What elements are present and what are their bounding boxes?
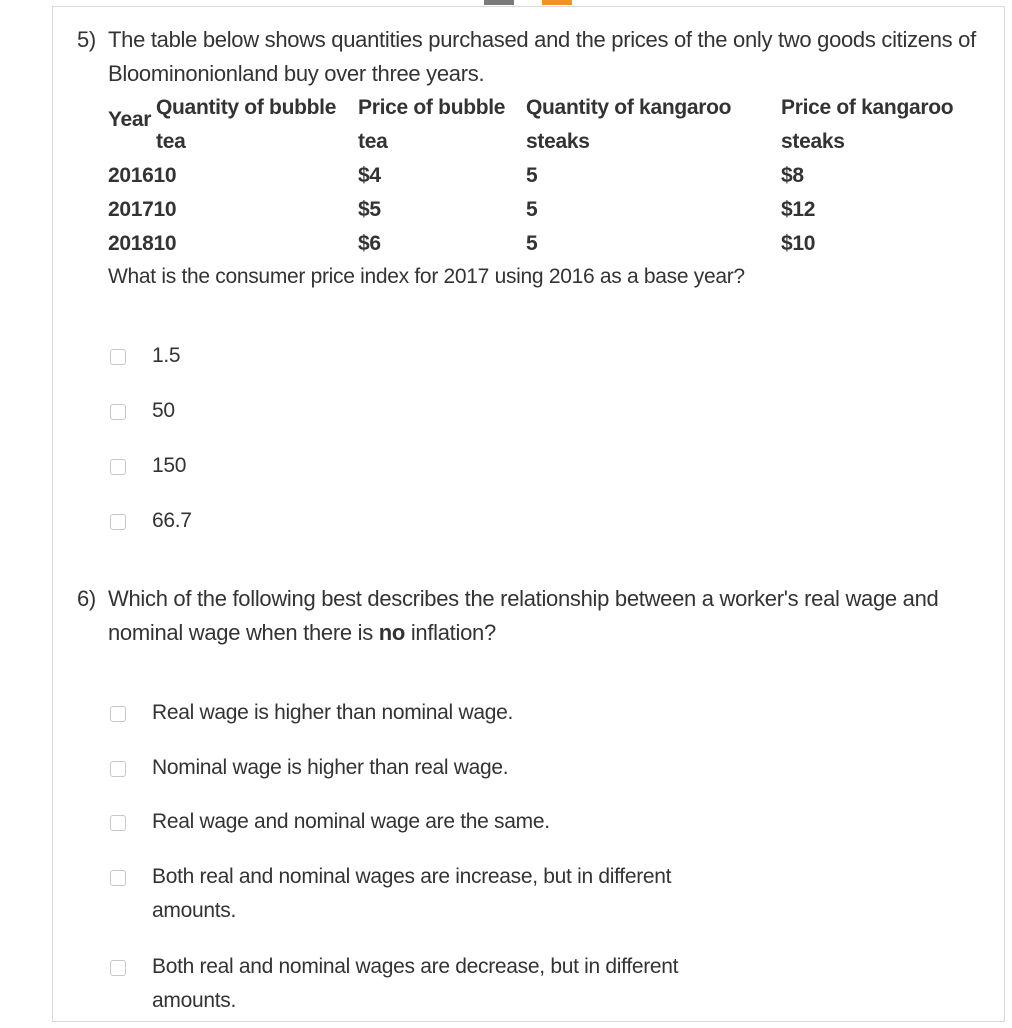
cell-qty-kangaroo: 5 bbox=[526, 198, 538, 221]
cell-qty-kangaroo: 5 bbox=[526, 232, 538, 255]
option-row[interactable] bbox=[110, 449, 712, 483]
quiz-frame bbox=[52, 6, 1005, 1022]
option-checkbox[interactable] bbox=[110, 459, 126, 475]
option-label: Real wage is higher than nominal wage. bbox=[152, 701, 513, 724]
price-quantity-table bbox=[108, 91, 971, 261]
table-row bbox=[108, 227, 971, 261]
option-checkbox[interactable] bbox=[110, 706, 126, 722]
option-row[interactable] bbox=[110, 394, 712, 428]
cell-year: 2018 bbox=[108, 232, 154, 255]
cell-qty-bubble-tea: 10 bbox=[153, 198, 177, 221]
nav-tab-gray[interactable] bbox=[484, 0, 514, 5]
header-year: Year bbox=[108, 108, 152, 131]
option-label: 66.7 bbox=[152, 509, 192, 532]
option-row[interactable] bbox=[110, 696, 712, 730]
question-number: 5) bbox=[77, 27, 96, 52]
option-checkbox[interactable] bbox=[110, 404, 126, 420]
option-label: Both real and nominal wages are increase, but in different amounts. bbox=[152, 865, 672, 922]
option-label: 150 bbox=[152, 454, 187, 477]
question-number: 6) bbox=[77, 586, 96, 611]
header-qty-kangaroo: Quantity of kangaroo steaks bbox=[526, 96, 732, 153]
option-checkbox[interactable] bbox=[110, 761, 126, 777]
cell-year: 2017 bbox=[108, 198, 154, 221]
option-row[interactable] bbox=[110, 504, 712, 538]
cell-qty-kangaroo: 5 bbox=[526, 164, 538, 187]
option-label: 50 bbox=[152, 399, 175, 422]
cell-price-bubble-tea: $6 bbox=[358, 232, 381, 255]
option-checkbox[interactable] bbox=[110, 815, 126, 831]
option-checkbox[interactable] bbox=[110, 870, 126, 886]
option-row[interactable] bbox=[110, 751, 712, 785]
option-label: Real wage and nominal wage are the same. bbox=[152, 810, 550, 833]
cell-price-bubble-tea: $5 bbox=[358, 198, 381, 221]
option-label: Nominal wage is higher than real wage. bbox=[152, 756, 509, 779]
emphasis-no: no bbox=[378, 620, 406, 645]
option-checkbox[interactable] bbox=[110, 960, 126, 976]
header-qty-bubble-tea: Quantity of bubble tea bbox=[156, 96, 337, 153]
option-checkbox[interactable] bbox=[110, 349, 126, 365]
cell-price-kangaroo: $8 bbox=[781, 164, 804, 187]
cell-price-kangaroo: $10 bbox=[781, 232, 816, 255]
cell-qty-bubble-tea: 10 bbox=[153, 232, 177, 255]
nav-tab-orange[interactable] bbox=[542, 0, 572, 5]
option-checkbox[interactable] bbox=[110, 514, 126, 530]
cell-year: 2016 bbox=[108, 164, 154, 187]
cell-qty-bubble-tea: 10 bbox=[153, 164, 177, 187]
question-text: Which of the following best describes the relationship between a worker's real wage and nominal wage when there is no inflation? bbox=[108, 586, 939, 645]
header-price-kangaroo: Price of kangaroo steaks bbox=[781, 96, 954, 153]
table-row bbox=[108, 193, 971, 227]
option-row[interactable] bbox=[110, 805, 712, 839]
header-price-bubble-tea: Price of bubble tea bbox=[358, 96, 506, 153]
option-row[interactable] bbox=[110, 860, 712, 928]
option-label: Both real and nominal wages are decrease, but in different amounts. bbox=[152, 955, 679, 1012]
question-text: The table below shows quantities purchased and the prices of the only two goods citizens of Bloominonionland buy over three years. bbox=[108, 27, 976, 86]
cell-price-kangaroo: $12 bbox=[781, 198, 816, 221]
option-label: 1.5 bbox=[152, 344, 181, 367]
question-5-prompt: What is the consumer price index for 2017 using 2016 as a base year? bbox=[108, 265, 745, 288]
table-row bbox=[108, 159, 971, 193]
option-row[interactable] bbox=[110, 339, 712, 373]
cell-price-bubble-tea: $4 bbox=[358, 164, 381, 187]
option-row[interactable] bbox=[110, 950, 712, 1018]
